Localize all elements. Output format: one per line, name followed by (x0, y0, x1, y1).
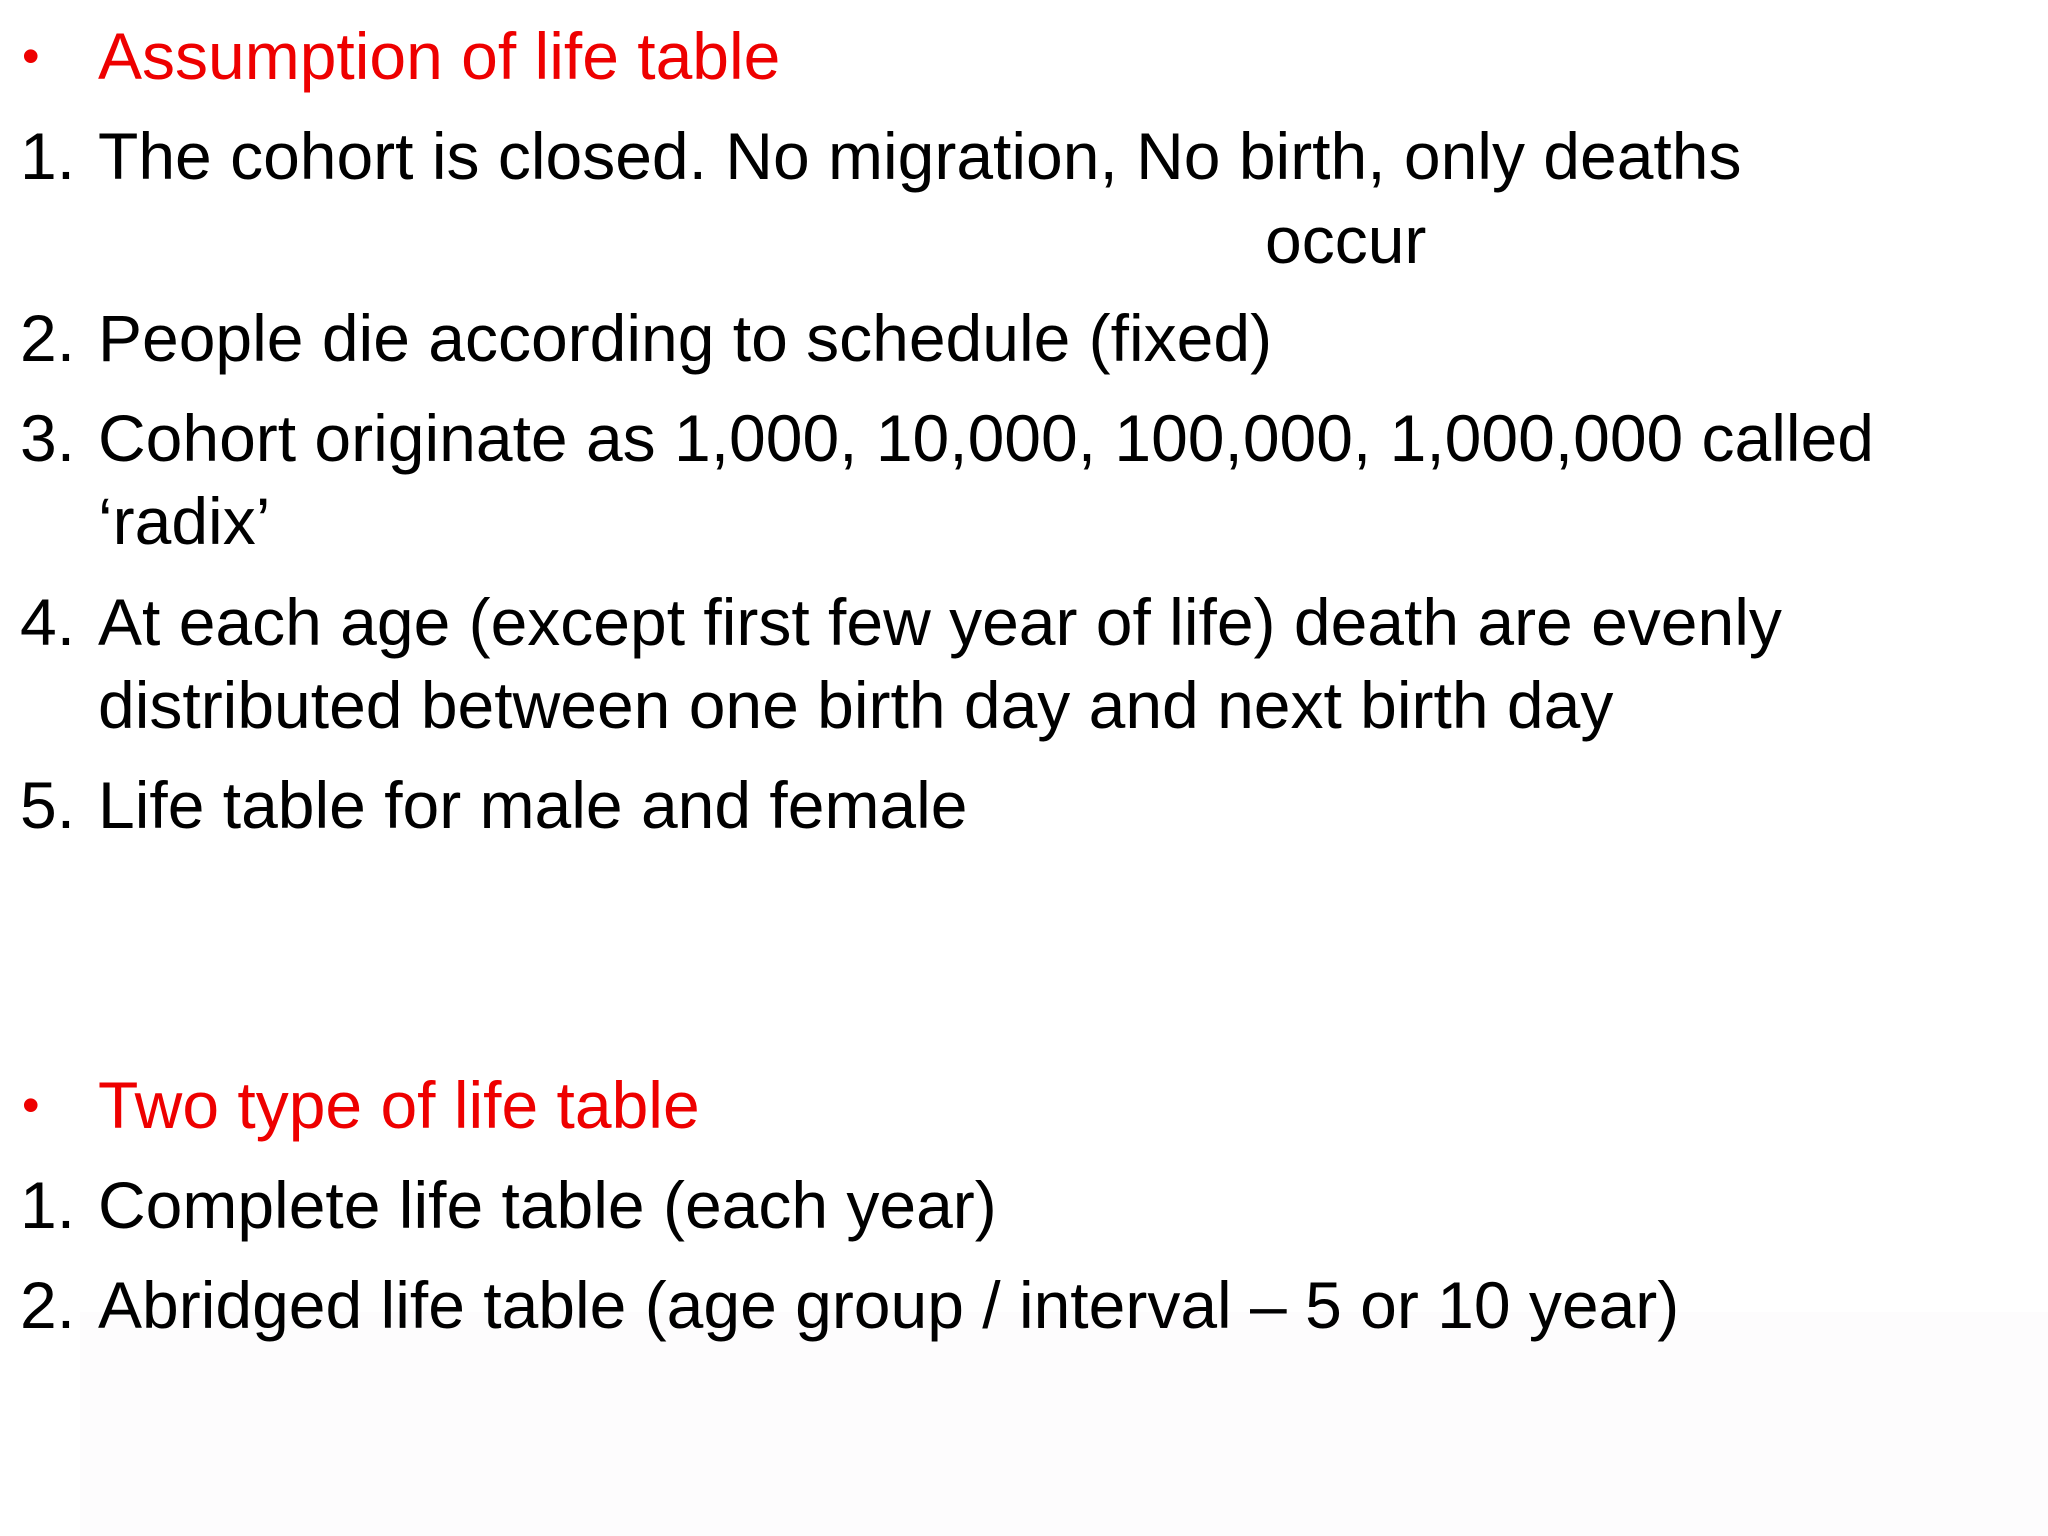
list-item-text: occur (1265, 203, 1427, 277)
list-item-text: distributed between one birth day and next birth day (98, 668, 1614, 742)
list-number: 2. (20, 301, 76, 375)
list-item-text: Life table for male and female (98, 768, 968, 842)
heading-text: Assumption of life table (98, 19, 781, 93)
list-item-text: ‘radix’ (98, 484, 271, 558)
list-number: 2. (20, 1268, 76, 1342)
list-number: 1. (20, 119, 76, 193)
list-item-text: The cohort is closed. No migration, No birth, only deaths (98, 119, 1742, 193)
list-number: 3. (20, 401, 76, 475)
list-number: 4. (20, 585, 76, 659)
list-item-text: People die according to schedule (fixed) (98, 301, 1273, 375)
list-item-text: Cohort originate as 1,000, 10,000, 100,000, 1,000,000 called (98, 401, 1875, 475)
list-item-text: At each age (except first few year of life) death are evenly (98, 585, 1782, 659)
background-panel (80, 1312, 2048, 1536)
list-item-1-continuation (1265, 200, 1426, 280)
heading-text: Two type of life table (98, 1068, 700, 1142)
list-number: 1. (20, 1168, 76, 1242)
list-item-text: Abridged life table (age group / interval – 5 or 10 year) (98, 1268, 1680, 1342)
bullet-dot-icon: • (22, 28, 40, 84)
list-item-text: Complete life table (each year) (98, 1168, 997, 1242)
bullet-dot-icon: • (22, 1077, 40, 1133)
list-number: 5. (20, 768, 76, 842)
